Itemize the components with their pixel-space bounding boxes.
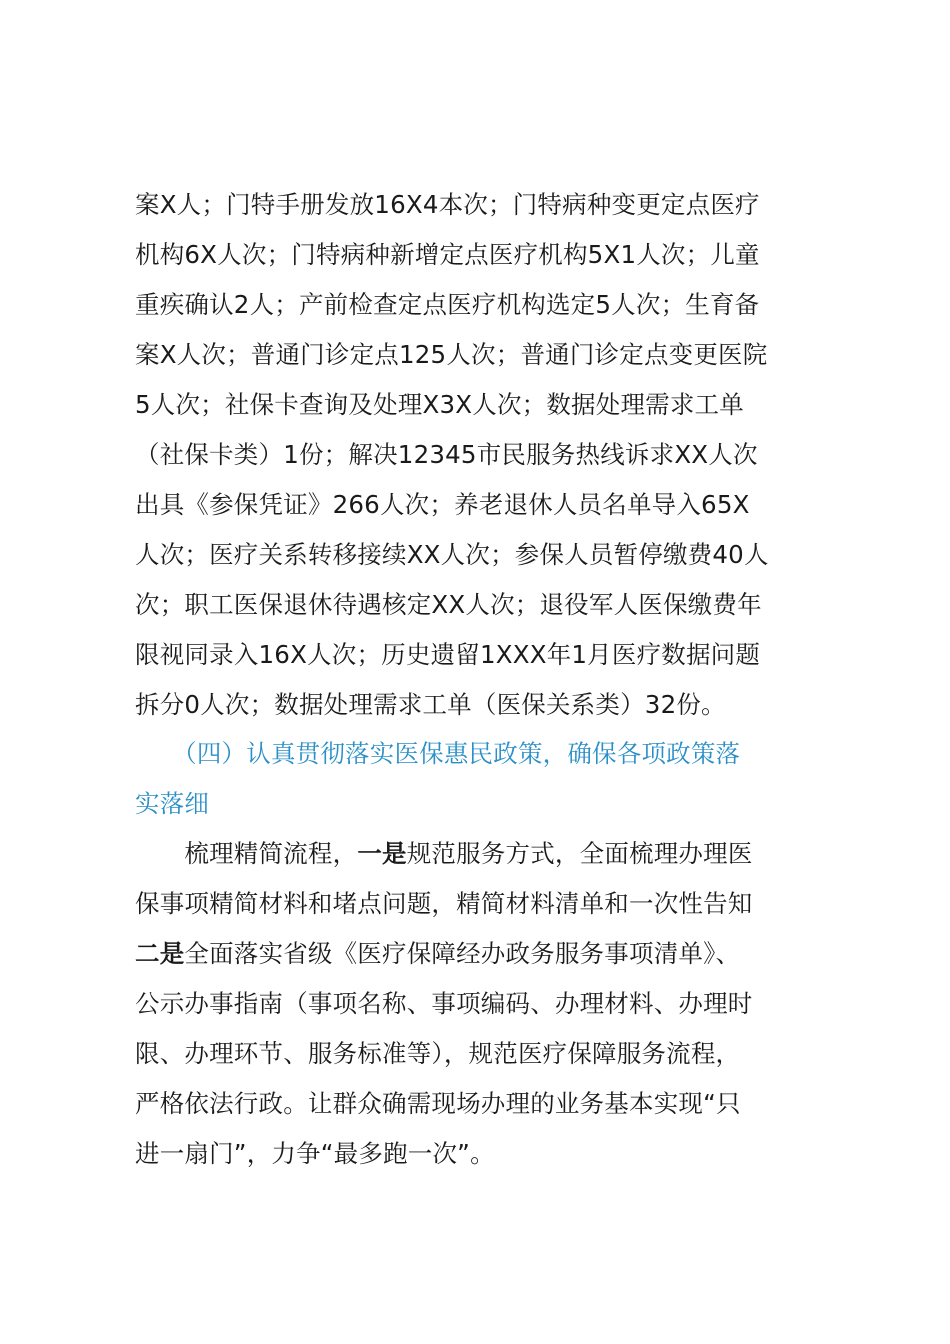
- text-segment: 全面落实省级《医疗保障经办政务服务事项清单》、: [184, 939, 741, 968]
- text-line: 5人次；社保卡查询及处理X3X人次；数据处理需求工单: [135, 390, 744, 419]
- text-line: 出具《参保凭证》266人次；养老退休人员名单导入65X: [135, 490, 750, 519]
- text-line: 拆分0人次；数据处理需求工单（医保关系类）32份。: [135, 690, 726, 719]
- text-line: [135, 929, 855, 979]
- bold-keyword: 一是: [357, 839, 407, 868]
- text-line: 重疾确认2人；产前检查定点医疗机构选定5人次；生育备: [135, 290, 760, 319]
- section-heading: [135, 729, 855, 829]
- paragraph-statistics: [135, 180, 855, 730]
- text-line: [135, 829, 855, 879]
- text-line: 限、办理环节、服务标准等），规范医疗保障服务流程，: [135, 1039, 741, 1068]
- heading-line: 实落细: [135, 789, 210, 818]
- text-line: 保事项精简材料和堵点问题，精简材料清单和一次性告知: [135, 889, 753, 918]
- bold-keyword: 二是: [135, 939, 185, 968]
- heading-line: （四）认真贯彻落实医保惠民政策，确保各项政策落: [135, 739, 741, 768]
- text-line: 限视同录入16X人次；历史遗留1XXX年1月医疗数据问题: [135, 640, 761, 669]
- text-line: 次；职工医保退休待遇核定XX人次；退役军人医保缴费年: [135, 590, 762, 619]
- text-segment: 规范服务方式，全面梳理办理医: [406, 839, 753, 868]
- text-line: 人次；医疗关系转移接续XX人次；参保人员暂停缴费40人: [135, 540, 769, 569]
- text-line: 公示办事指南（事项名称、事项编码、办理材料、办理时: [135, 989, 753, 1018]
- text-line: 机构6X人次；门特病种新增定点医疗机构5X1人次；儿童: [135, 240, 760, 269]
- text-line: 严格依法行政。让群众确需现场办理的业务基本实现“只: [135, 1089, 741, 1118]
- paragraph-process: [135, 829, 855, 1179]
- text-segment: 梳理精简流程，: [135, 839, 358, 868]
- text-line: 进一扇门”，力争“最多跑一次”。: [135, 1139, 495, 1168]
- text-line: 案X人次；普通门诊定点125人次；普通门诊定点变更医院: [135, 340, 768, 369]
- text-line: 案X人；门特手册发放16X4本次；门特病种变更定点医疗: [135, 190, 760, 219]
- text-line: （社保卡类）1份；解决12345市民服务热线诉求XX人次: [135, 440, 758, 469]
